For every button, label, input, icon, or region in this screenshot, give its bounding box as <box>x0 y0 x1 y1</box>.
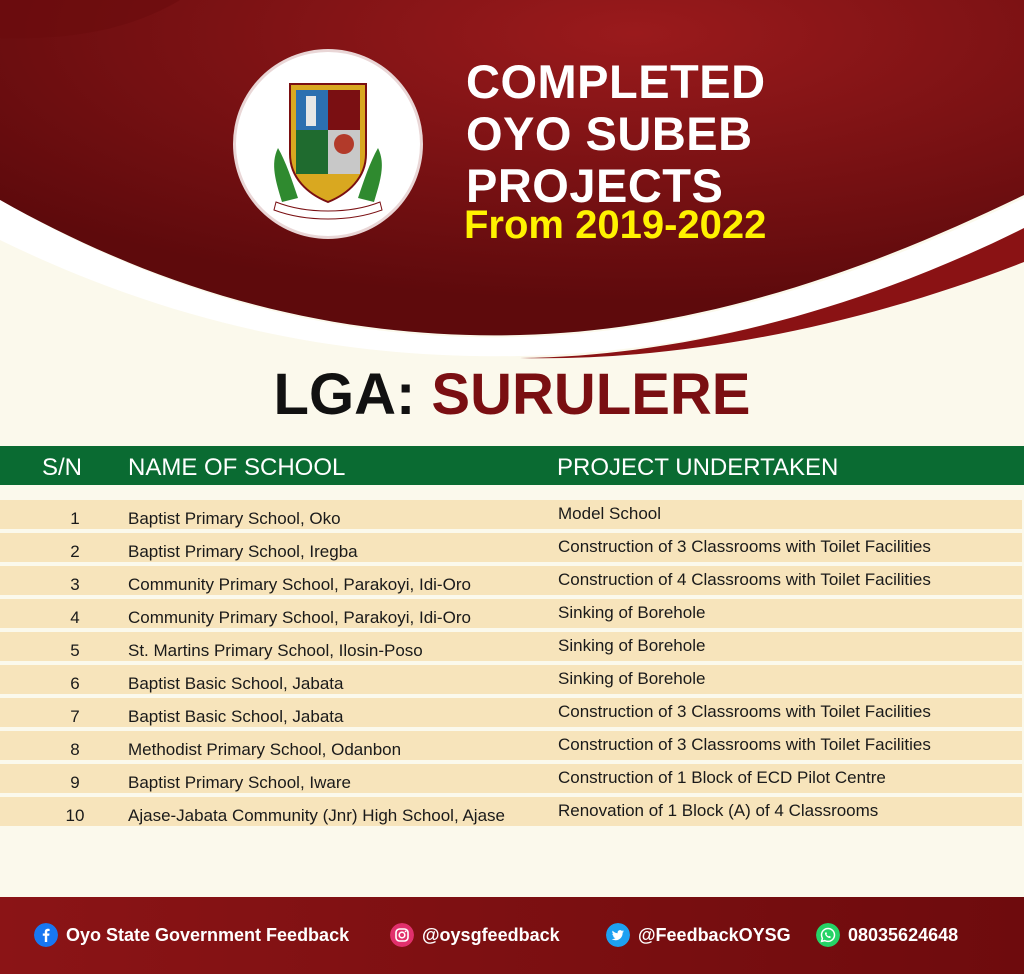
footer-bar <box>0 897 1024 974</box>
row-project: Construction of 3 Classrooms with Toilet Facilities <box>558 537 931 556</box>
table-row <box>0 500 1022 529</box>
row-project: Construction of 1 Block of ECD Pilot Centre <box>558 768 886 787</box>
row-project: Renovation of 1 Block (A) of 4 Classrooms <box>558 801 879 820</box>
table-row <box>0 632 1022 661</box>
row-sn: 10 <box>65 806 85 825</box>
row-project: Sinking of Borehole <box>558 669 706 688</box>
twitter-label: @FeedbackOYSG <box>638 924 791 945</box>
title-line: COMPLETED <box>466 55 766 108</box>
row-project: Construction of 3 Classrooms with Toilet Facilities <box>558 702 931 721</box>
row-project: Sinking of Borehole <box>558 603 706 622</box>
instagram-icon <box>390 923 414 947</box>
coat-of-arms-icon <box>236 52 420 236</box>
row-sn: 6 <box>70 674 80 693</box>
table-row <box>0 764 1022 793</box>
table-row <box>0 665 1022 694</box>
row-school: Baptist Primary School, Iware <box>128 773 351 792</box>
facebook-icon <box>34 923 58 947</box>
oyo-state-seal <box>236 52 420 236</box>
row-school: Baptist Basic School, Jabata <box>128 674 344 693</box>
whatsapp-icon <box>816 923 840 947</box>
table-row <box>0 533 1022 562</box>
row-project: Construction of 3 Classrooms with Toilet Facilities <box>558 735 931 754</box>
twitter-icon <box>606 923 630 947</box>
lga-label: LGA: <box>273 362 416 427</box>
row-school: Baptist Basic School, Jabata <box>128 707 344 726</box>
row-project: Construction of 4 Classrooms with Toilet Facilities <box>558 570 931 589</box>
row-sn: 7 <box>70 707 80 726</box>
footer-whatsapp[interactable] <box>816 923 958 947</box>
row-sn: 1 <box>70 509 80 528</box>
row-school: Community Primary School, Parakoyi, Idi-Oro <box>128 575 471 594</box>
row-project: Sinking of Borehole <box>558 636 706 655</box>
row-sn: 3 <box>70 575 80 594</box>
column-header-project: PROJECT UNDERTAKEN <box>557 454 839 481</box>
instagram-label: @oysgfeedback <box>422 924 560 945</box>
title-line: PROJECTS <box>466 159 724 212</box>
footer-instagram[interactable] <box>390 923 560 947</box>
row-sn: 9 <box>70 773 80 792</box>
table-row <box>0 731 1022 760</box>
whatsapp-label: 08035624648 <box>848 924 959 945</box>
row-sn: 8 <box>70 740 80 759</box>
row-sn: 4 <box>70 608 80 627</box>
column-header-sn: S/N <box>42 454 83 481</box>
row-project: Model School <box>558 504 662 523</box>
row-school: St. Martins Primary School, Ilosin-Poso <box>128 641 423 660</box>
row-school: Baptist Primary School, Iregba <box>128 542 358 561</box>
row-sn: 5 <box>70 641 80 660</box>
page-title <box>466 56 766 212</box>
table-row <box>0 599 1022 628</box>
footer-twitter[interactable] <box>606 923 791 947</box>
page-subtitle: From 2019-2022 <box>464 203 767 247</box>
table-row <box>0 797 1022 826</box>
table-row <box>0 698 1022 727</box>
title-line: OYO SUBEB <box>466 107 753 160</box>
row-sn: 2 <box>70 542 80 561</box>
lga-heading <box>0 360 1024 430</box>
column-header-school: NAME OF SCHOOL <box>128 454 346 481</box>
row-school: Ajase-Jabata Community (Jnr) High School, Ajase <box>128 806 505 825</box>
row-school: Methodist Primary School, Odanbon <box>128 740 402 759</box>
lga-value: SURULERE <box>431 362 751 427</box>
row-school: Baptist Primary School, Oko <box>128 509 341 528</box>
facebook-label: Oyo State Government Feedback <box>66 924 350 945</box>
table-row <box>0 566 1022 595</box>
row-school: Community Primary School, Parakoyi, Idi-Oro <box>128 608 471 627</box>
footer-facebook[interactable] <box>34 923 349 947</box>
table-header <box>0 446 1024 485</box>
